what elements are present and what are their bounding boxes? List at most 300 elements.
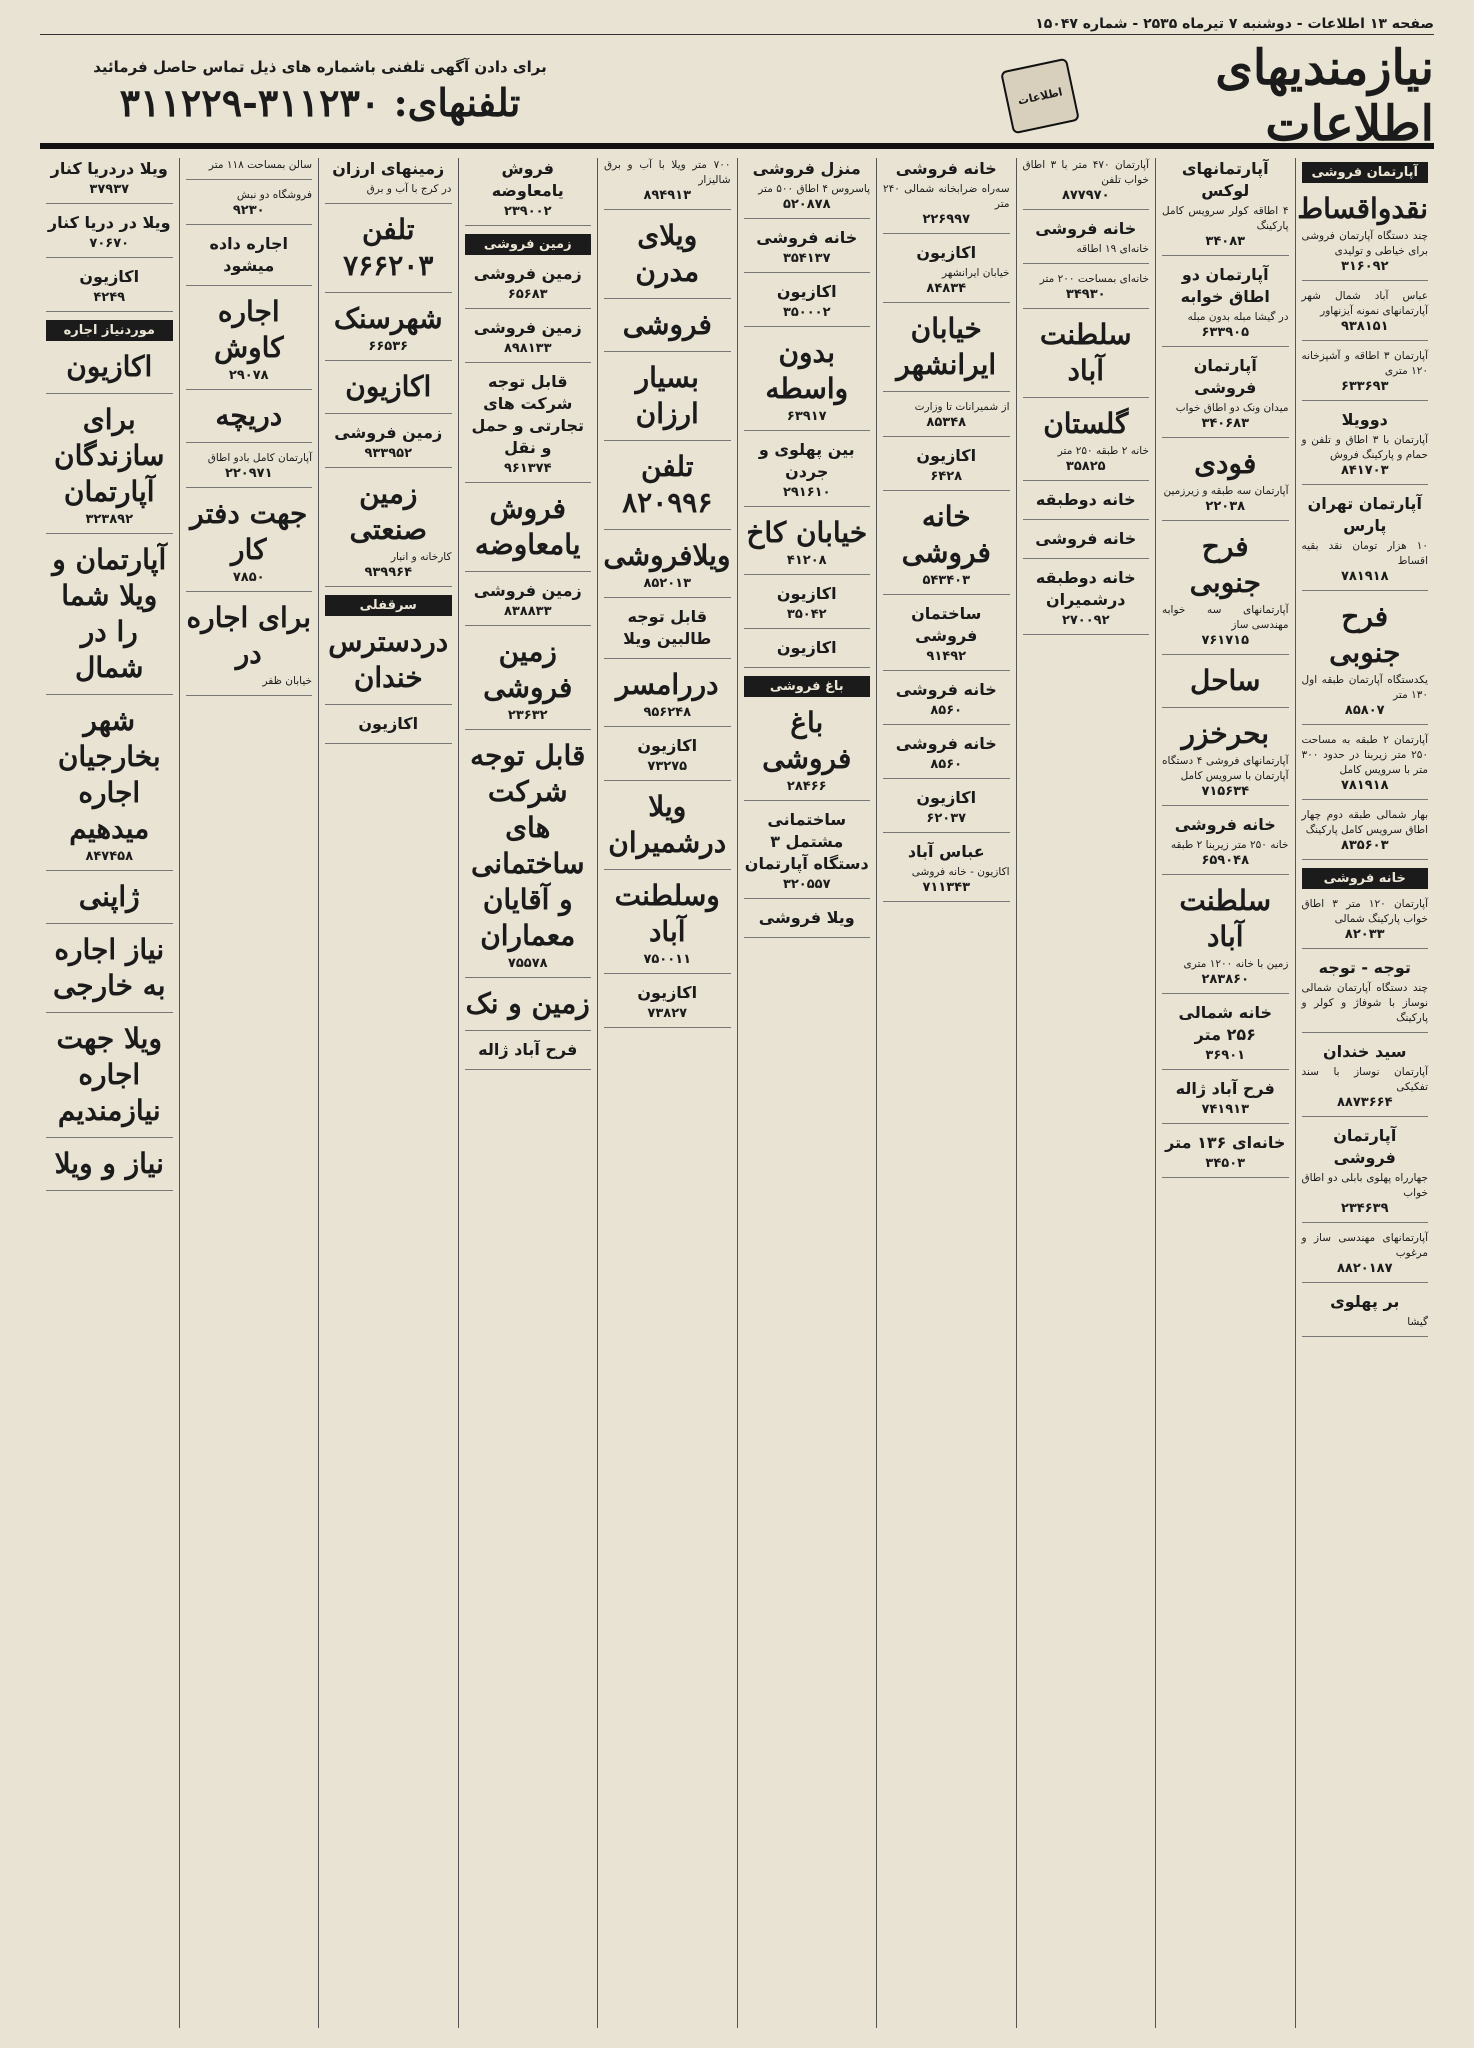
ad-body: از شمیرانات تا وزارت: [914, 401, 1010, 413]
ad-headline: خانه دوطبقه: [1035, 490, 1136, 509]
classified-ad: [186, 158, 313, 180]
classified-ad: [1162, 883, 1289, 994]
ad-headline: عباس آباد: [907, 842, 985, 861]
ad-headline: بسیار ارزان: [635, 361, 699, 430]
classified-ad: [46, 266, 173, 312]
contact-note: برای دادن آگهی تلفنی باشماره های ذیل تماس حاصل فرمائید: [93, 58, 547, 76]
classified-ad: [465, 371, 592, 483]
ad-column: [40, 158, 179, 2028]
ad-phone: ۳۴۵۰۳: [1205, 1156, 1246, 1171]
category-banner: زمین فروشی: [465, 234, 592, 255]
classified-ad: [1302, 733, 1429, 800]
classified-ad: [1302, 1291, 1429, 1337]
classified-ad: [744, 281, 871, 327]
classified-ad: [744, 158, 871, 219]
ad-headline: برای سازندگان آپارتمان: [54, 403, 165, 508]
classified-ad: [1302, 493, 1429, 591]
ad-headline: اکازیون: [916, 788, 977, 807]
classified-ad: [1162, 264, 1289, 347]
ad-body: آپارتمان با ۳ اطاق و تلفن و حمام و پارکینگ فروش: [1301, 434, 1428, 461]
ad-phone: ۲۳۴۶۳۹: [1340, 1201, 1389, 1216]
ad-column: [1295, 158, 1435, 2028]
ad-headline: بحرخزر: [1181, 717, 1270, 750]
classified-ad: [1302, 957, 1429, 1033]
ad-phone: ۷۳۸۲۷: [647, 1006, 688, 1021]
category-banner: خانه فروشی: [1302, 868, 1429, 889]
classified-ad: [1162, 355, 1289, 438]
classified-ad: [604, 360, 731, 441]
ad-phone: ۸۴۱۷۰۳: [1340, 463, 1389, 478]
ad-phone: ۹۲۳۰: [232, 203, 265, 218]
classified-ad: [186, 398, 313, 443]
ad-phone: ۳۵۸۲۵: [1065, 459, 1106, 474]
classified-ad: [744, 439, 871, 507]
classified-ad: [1302, 289, 1429, 341]
ad-phone: ۸۷۷۹۷۰: [1061, 188, 1110, 203]
ad-headline: قابل توجه طالبین ویلا: [623, 607, 712, 648]
ad-headline: خانه فروشی: [1174, 815, 1276, 834]
classified-ad: [604, 789, 731, 870]
ad-headline: اکازیون: [916, 243, 977, 262]
classified-ad: [1162, 814, 1289, 875]
classified-ad: [1302, 1041, 1429, 1117]
ad-column: [179, 158, 319, 2028]
ad-body: کارخانه و انبار: [390, 551, 452, 563]
category-banner: باغ فروشی: [744, 676, 871, 697]
ad-phone: ۳۵۴۱۳۷: [782, 251, 831, 266]
ad-phone: ۸۹۴۹۱۳: [643, 188, 692, 203]
classified-ad: [46, 703, 173, 871]
ad-body: ۷۰۰ متر ویلا با آب و برق شالیزار: [604, 159, 731, 186]
ad-phone: ۷۳۲۷۵: [647, 759, 688, 774]
ad-phone: ۸۵۸۰۷: [1344, 703, 1385, 718]
ad-column: [1016, 158, 1156, 2028]
classified-ad: [604, 538, 731, 598]
ad-body: گیشا: [1407, 1316, 1428, 1328]
ad-headline: دردسترس خندان: [328, 625, 449, 694]
classified-ad: [186, 496, 313, 592]
ad-headline: فرح جنوبی: [1329, 600, 1401, 669]
classified-ad: [325, 369, 452, 414]
ad-body: آپارتمان کامل بادو اطاق: [207, 452, 312, 464]
ad-body: خانه‌ای ۱۹ اطاقه: [1076, 243, 1149, 255]
ad-headline: نقدواقساط: [1297, 192, 1428, 225]
ad-headline: جهت دفتر کار: [190, 497, 308, 566]
ad-headline: خانه‌ای ۱۳۶ متر: [1165, 1133, 1286, 1152]
ad-phone: ۷۸۱۹۱۸: [1340, 778, 1389, 793]
ad-phone: ۵۲۰۸۷۸: [782, 197, 831, 212]
classified-ad: [186, 233, 313, 286]
ad-headline: اکازیون: [637, 736, 698, 755]
classified-ad: [604, 307, 731, 352]
ad-headline: زمین صنعتی: [349, 477, 428, 546]
classified-ad: [325, 158, 452, 204]
ad-headline: قابل توجه شرکت های ساختمانی و آقایان معماران: [470, 739, 586, 952]
classified-ad: [744, 227, 871, 273]
classified-ad: [186, 600, 313, 696]
ad-phone: ۶۵۹۰۴۸: [1201, 853, 1250, 868]
classified-ad: [1023, 158, 1150, 210]
ad-body: چند دستگاه آپارتمان فروشی برای خیاطی و تولیدی: [1301, 230, 1428, 257]
ad-headline: اکازیون: [345, 370, 432, 403]
ad-headline: شهر بخارجیان اجاره میدهیم: [57, 704, 161, 845]
classified-ad: [1162, 1078, 1289, 1124]
classified-ad: [46, 932, 173, 1013]
classified-ad: [883, 242, 1010, 303]
classified-ad: [744, 637, 871, 668]
ad-body: آپارتمان سه طبقه و زیرزمین: [1163, 485, 1289, 497]
ad-headline: فروشی: [622, 308, 712, 341]
ad-headline: ویلا دردریا کنار: [50, 159, 168, 178]
ad-phone: ۳۴۰۶۸۳: [1201, 416, 1250, 431]
ad-headline: بین پهلوی و جردن: [758, 440, 855, 481]
ad-headline: اکازیون: [776, 638, 837, 657]
ad-phone: ۶۵۶۸۳: [507, 287, 548, 302]
ad-body: میدان ونک دو اطاق خواب: [1175, 402, 1289, 414]
ad-headline: ویلای مدرن: [635, 219, 700, 288]
section-logo: [994, 40, 1434, 152]
ad-headline: ویلا فروشی: [758, 908, 855, 927]
classified-ad: [325, 212, 452, 293]
ad-phone: ۷۸۵۰: [232, 570, 265, 585]
classified-ad: [1302, 349, 1429, 401]
ad-headline: ساختمان فروشی: [911, 604, 982, 645]
ad-phone: ۳۴۹۳۰: [1065, 287, 1106, 302]
classified-ad: [744, 705, 871, 801]
ad-phone: ۶۳۳۹۰۵: [1201, 325, 1250, 340]
classified-ad: [1162, 663, 1289, 708]
classified-ad: [46, 158, 173, 204]
ad-phone: ۶۳۳۶۹۳: [1340, 379, 1389, 394]
classified-ad: [325, 476, 452, 587]
ad-phone: ۲۲۰۳۸: [1205, 499, 1246, 514]
ad-body: اکازیون - خانه فروشی: [911, 866, 1010, 878]
ad-headline: ویلا جهت اجاره نیازمندیم: [56, 1022, 162, 1127]
ad-body: آپارتمان ۲ طبقه به مساحت ۲۵۰ متر زیربنا در حدود ۳۰۰ متر با سرویس کامل: [1301, 734, 1428, 776]
ad-headline: ساحل: [1189, 664, 1261, 697]
ad-headline: خانه فروشی: [756, 228, 858, 247]
ad-headline: اکازیون: [776, 282, 837, 301]
ad-phone: ۸۵۶۰: [930, 703, 963, 718]
classified-ad: [186, 188, 313, 225]
ad-body: خانه ۲۵۰ متر زیربنا ۲ طبقه: [1170, 839, 1289, 851]
classified-ad: [46, 542, 173, 695]
ad-phone: ۸۲۰۳۳: [1344, 927, 1385, 942]
classified-ad: [883, 841, 1010, 902]
ad-headline: خیابان ایرانشهر: [896, 312, 997, 381]
classified-ad: [1162, 1002, 1289, 1070]
ad-body: سالن بمساحت ۱۱۸ متر: [208, 159, 312, 171]
ad-headline: سلطنت آباد: [1039, 318, 1132, 387]
ad-phone: ۵۴۳۴۰۳: [922, 573, 971, 588]
ad-headline: ساختمانی مشتمل ۳ دستگاه آپارتمان: [744, 810, 869, 873]
ad-headline: قابل توجه شرکت های تجارتی و حمل و نقل: [471, 372, 585, 457]
ad-body: عباس آباد شمال شهر آپارتمانهای نمونه آیزنهاور: [1301, 290, 1428, 317]
ad-body: آپارتمان ۳ اطاقه و آشپزخانه ۱۲۰ متری: [1301, 350, 1428, 377]
ad-phone: ۸۳۸۸۳۳: [503, 604, 552, 619]
classified-ad: [883, 603, 1010, 671]
ad-column: [458, 158, 598, 2028]
ad-body: ۱۰ هزار تومان نقد بقیه اقساط: [1301, 540, 1428, 567]
ad-phone: ۸۴۸۳۴: [926, 281, 967, 296]
classified-ad: [325, 301, 452, 361]
ad-headline: ویلافروشی: [603, 539, 731, 572]
ad-body: چند دستگاه آپارتمان شمالی نوساز با شوفاژ و کولر و پارکینگ: [1301, 982, 1428, 1024]
ad-body: آپارتمانهای مهندسی ساز و مرغوب: [1301, 1232, 1428, 1259]
ad-phone: ۳۴۰۸۳: [1205, 234, 1246, 249]
classified-ad: [604, 218, 731, 299]
classified-ad: [604, 982, 731, 1028]
classified-ad: [46, 402, 173, 534]
classified-ad: [46, 1021, 173, 1138]
ad-headline: زمین و نک: [465, 987, 590, 1020]
ad-phone: ۶۴۲۸: [930, 469, 963, 484]
classified-ad: [744, 907, 871, 938]
ad-headline: خانه فروشی: [1035, 529, 1137, 548]
ad-phone: ۹۵۶۲۴۸: [643, 705, 692, 720]
ad-headline: منزل فروشی: [752, 159, 861, 178]
ad-body: زمین با خانه ۱۲۰۰ متری: [1183, 958, 1289, 970]
contact-block: [40, 58, 600, 125]
classified-ad: [1302, 599, 1429, 725]
ad-phone: ۸۵۳۴۸: [926, 415, 967, 430]
ad-phone: ۲۷۰۰۹۲: [1061, 613, 1110, 628]
classified-ad: [1023, 489, 1150, 520]
ad-headline: خانه فروشی: [1035, 219, 1137, 238]
classified-ad: [883, 733, 1010, 779]
classified-ad: [186, 451, 313, 488]
classified-ad: [1023, 317, 1150, 398]
ad-headline: آپارتمان تهران پارس: [1307, 494, 1422, 535]
classified-ad: [1162, 446, 1289, 521]
ad-headline: نیاز و ویلا: [54, 1147, 164, 1180]
classified-ad: [186, 294, 313, 390]
classified-ad: [1162, 158, 1289, 256]
page-info: صفحه ۱۳ اطلاعات - دوشنبه ۷ تیرماه ۲۵۳۵ - شماره ۱۵۰۴۷: [1035, 16, 1434, 32]
page-info-line: [40, 14, 1434, 35]
ad-headline: اکازیون: [358, 714, 419, 733]
ad-column: [737, 158, 877, 2028]
classified-ad: [883, 787, 1010, 833]
ad-headline: شهرسنک: [333, 302, 443, 335]
ad-headline: آپارتمان و ویلا شما را در شمال: [52, 543, 167, 684]
ad-phone: ۳۷۹۳۷: [89, 182, 130, 197]
ad-headline: ژاپنی: [78, 880, 140, 913]
ad-column: [1155, 158, 1295, 2028]
classified-ad: [465, 317, 592, 363]
classified-ad: [465, 986, 592, 1031]
classified-ad: [465, 158, 592, 226]
ad-phone: ۴۲۴۹: [93, 290, 126, 305]
ad-phone: ۷۰۶۷۰: [89, 236, 130, 251]
ad-headline: اکازیون: [79, 267, 140, 286]
ad-body: خیابان ظفر: [262, 675, 312, 687]
ad-headline: فروش یامعاوضه: [474, 492, 581, 561]
classified-ad: [744, 335, 871, 431]
ad-headline: آپارتمانهای لوکس: [1181, 159, 1269, 200]
category-banner: سرقفلی: [325, 595, 452, 616]
ad-headline: دررامسر: [615, 668, 719, 701]
classified-ad: [1023, 528, 1150, 559]
ad-headline: آپارتمان فروشی: [1333, 1126, 1397, 1167]
ad-body: یکدستگاه آپارتمان طبقه اول ۱۳۰ متر: [1301, 674, 1428, 701]
classified-ad: [465, 634, 592, 730]
ad-headline: خانه فروشی: [895, 159, 997, 178]
section-title: نیازمندیهای اطلاعات: [1215, 40, 1434, 152]
ad-headline: اجاره داده میشود: [209, 234, 289, 275]
ad-phone: ۲۲۰۹۷۱: [224, 466, 273, 481]
ad-phone: ۶۲۰۳۷: [926, 811, 967, 826]
ad-body: جهارراه پهلوی بابلی دو اطاق خواب: [1301, 1172, 1428, 1199]
ad-headline: تلفن ۸۲۰۹۹۶: [622, 450, 713, 519]
ad-phone: ۳۱۶۰۹۲: [1340, 259, 1389, 274]
ad-headline: گلستان: [1043, 407, 1129, 440]
ad-phone: ۷۴۱۹۱۳: [1201, 1102, 1250, 1117]
ad-phone: ۲۹۱۶۱۰: [782, 485, 831, 500]
ad-headline: خانه فروشی: [895, 734, 997, 753]
ad-headline: بدون واسطه: [765, 336, 849, 405]
classified-ad: [46, 879, 173, 924]
ad-phone: ۸۸۲۰۱۸۷: [1336, 1261, 1393, 1276]
ad-headline: زمین فروشی: [473, 264, 582, 283]
ad-headline: دوویلا: [1341, 410, 1388, 429]
ad-body: فروشگاه دو نبش: [236, 189, 312, 201]
classified-ad: [1302, 897, 1429, 949]
ad-body: خانه ۲ طبقه ۲۵۰ متر: [1057, 445, 1149, 457]
ad-headline: زمینهای ارزان: [332, 159, 445, 178]
classified-ad: [1302, 1231, 1429, 1283]
ad-headline: آپارتمان فروشی: [1193, 356, 1257, 397]
ad-body: آپارتمانهای سه خوابه مهندسی ساز: [1162, 604, 1289, 631]
classified-ad: [1162, 529, 1289, 655]
classified-ad: [465, 738, 592, 978]
ad-phone: ۲۸۴۶۶: [786, 779, 827, 794]
ad-headline: ویلا در دریا کنار: [47, 213, 171, 232]
ad-column: [597, 158, 737, 2028]
classified-ad: [465, 491, 592, 572]
ad-phone: ۸۴۷۴۵۸: [85, 849, 134, 864]
classified-ad: [604, 449, 731, 530]
ad-headline: فرح آباد ژاله: [478, 1040, 578, 1059]
ad-body: آپارتمان ۱۲۰ متر ۳ اطاق خواب پارکینگ شمالی: [1301, 898, 1428, 925]
classified-ad: [883, 311, 1010, 392]
ad-column: [876, 158, 1016, 2028]
classified-ad: [744, 515, 871, 575]
ad-body: آپارتمان ۴۷۰ متر با ۳ اطاق خواب تلفن: [1022, 159, 1149, 186]
ad-phone: ۹۳۹۹۶۴: [364, 565, 413, 580]
classified-ad: [325, 713, 452, 744]
ad-phone: ۹۱۴۹۲: [926, 649, 967, 664]
classified-ad: [46, 349, 173, 394]
ad-phone: ۲۳۹۰۰۲: [503, 204, 552, 219]
ad-headline: برای اجاره در: [186, 601, 311, 670]
classified-ad: [604, 158, 731, 210]
ad-headline: دریچه: [215, 399, 283, 432]
ad-phone: ۷۱۱۳۴۳: [922, 880, 971, 895]
ad-phone: ۷۵۰۰۱۱: [643, 952, 692, 967]
ad-phone: ۷۱۵۶۳۴: [1201, 784, 1250, 799]
category-banner: موردنیاز اجاره: [46, 320, 173, 341]
ad-headline: زمین فروشی: [473, 581, 582, 600]
ad-headline: باغ فروشی: [762, 706, 852, 775]
ad-headline: خانه شمالی ۲۵۶ متر: [1178, 1003, 1272, 1044]
ad-headline: سید خندان: [1322, 1042, 1407, 1061]
ad-body: در کرج با آب و برق: [366, 183, 452, 195]
ad-headline: نیاز اجاره به خارجی: [52, 933, 166, 1002]
ad-body: سه‌راه ضرابخانه شمالی ۲۴۰ متر: [883, 183, 1010, 210]
ad-headline: بر پهلوی: [1330, 1292, 1400, 1311]
classified-ad: [1023, 406, 1150, 481]
classified-ad: [46, 212, 173, 258]
ad-phone: ۸۵۲۰۱۳: [643, 576, 692, 591]
ad-body: در گیشا مبله بدون مبله: [1187, 311, 1289, 323]
ad-body: بهار شمالی طبقه دوم چهار اطاق سرویس کامل پارکینگ: [1301, 809, 1428, 836]
classified-ad: [465, 580, 592, 626]
ad-headline: اجاره کاوش: [213, 295, 284, 364]
ad-phone: ۸۳۵۶۰۳: [1340, 838, 1389, 853]
ad-phone: ۳۶۹۰۱: [1205, 1048, 1246, 1063]
ads-columns: [40, 158, 1434, 2028]
classified-ad: [883, 158, 1010, 234]
classified-ad: [1023, 567, 1150, 635]
classified-ad: [604, 606, 731, 659]
ad-headline: فرح آباد ژاله: [1175, 1079, 1275, 1098]
ad-headline: آپارتمان دو اطاق خوابه: [1180, 265, 1270, 306]
classified-ad: [46, 1146, 173, 1191]
ad-headline: فرح جنوبی: [1189, 530, 1261, 599]
ad-phone: ۹۳۳۹۵۲: [364, 446, 413, 461]
classified-ad: [465, 1039, 592, 1070]
classified-ad: [1162, 1132, 1289, 1178]
ad-headline: اکازیون: [637, 983, 698, 1002]
ad-phone: ۹۶۱۳۷۴: [503, 461, 552, 476]
ad-phone: ۶۳۹۱۷: [786, 409, 827, 424]
ad-headline: خانه فروشی: [895, 680, 997, 699]
ad-phone: ۷۸۱۹۱۸: [1340, 569, 1389, 584]
ad-headline: تلفن ۷۶۶۲۰۳: [343, 213, 434, 282]
ad-headline: زمین فروشی: [473, 318, 582, 337]
ad-headline: فروش یامعاوضه: [491, 159, 564, 200]
ad-headline: اکازیون: [66, 350, 153, 383]
ad-headline: وسلطنت آباد: [614, 879, 720, 948]
ad-headline: توجه - توجه: [1318, 958, 1411, 977]
ad-phone: ۲۹۰۷۸: [228, 368, 269, 383]
ad-phone: ۳۲۰۵۵۷: [782, 877, 831, 892]
classified-ad: [325, 624, 452, 705]
classified-ad: [883, 445, 1010, 491]
ad-phone: ۲۲۶۹۹۷: [922, 212, 971, 227]
ad-headline: خانه دوطبقه درشمیران: [1035, 568, 1136, 609]
ad-phone: ۳۲۳۸۹۲: [85, 512, 134, 527]
ad-headline: اکازیون: [916, 446, 977, 465]
ad-phone: ۹۳۸۱۵۱: [1340, 319, 1389, 334]
classified-ad: [883, 499, 1010, 595]
ad-phone: ۸۹۸۱۳۳: [503, 341, 552, 356]
ad-headline: فودی: [1194, 447, 1257, 480]
ad-phone: ۷۵۵۷۸: [507, 956, 548, 971]
ad-phone: ۲۳۶۳۲: [507, 708, 548, 723]
ad-column: [318, 158, 458, 2028]
classified-ad: [1302, 808, 1429, 860]
classified-ad: [1023, 272, 1150, 309]
classified-ad: [604, 878, 731, 974]
ad-headline: اکازیون: [776, 584, 837, 603]
classified-ad: [883, 400, 1010, 437]
classified-ad: [465, 263, 592, 309]
classified-ad: [1023, 218, 1150, 264]
classified-ad: [604, 735, 731, 781]
ad-phone: ۸۵۶۰: [930, 757, 963, 772]
